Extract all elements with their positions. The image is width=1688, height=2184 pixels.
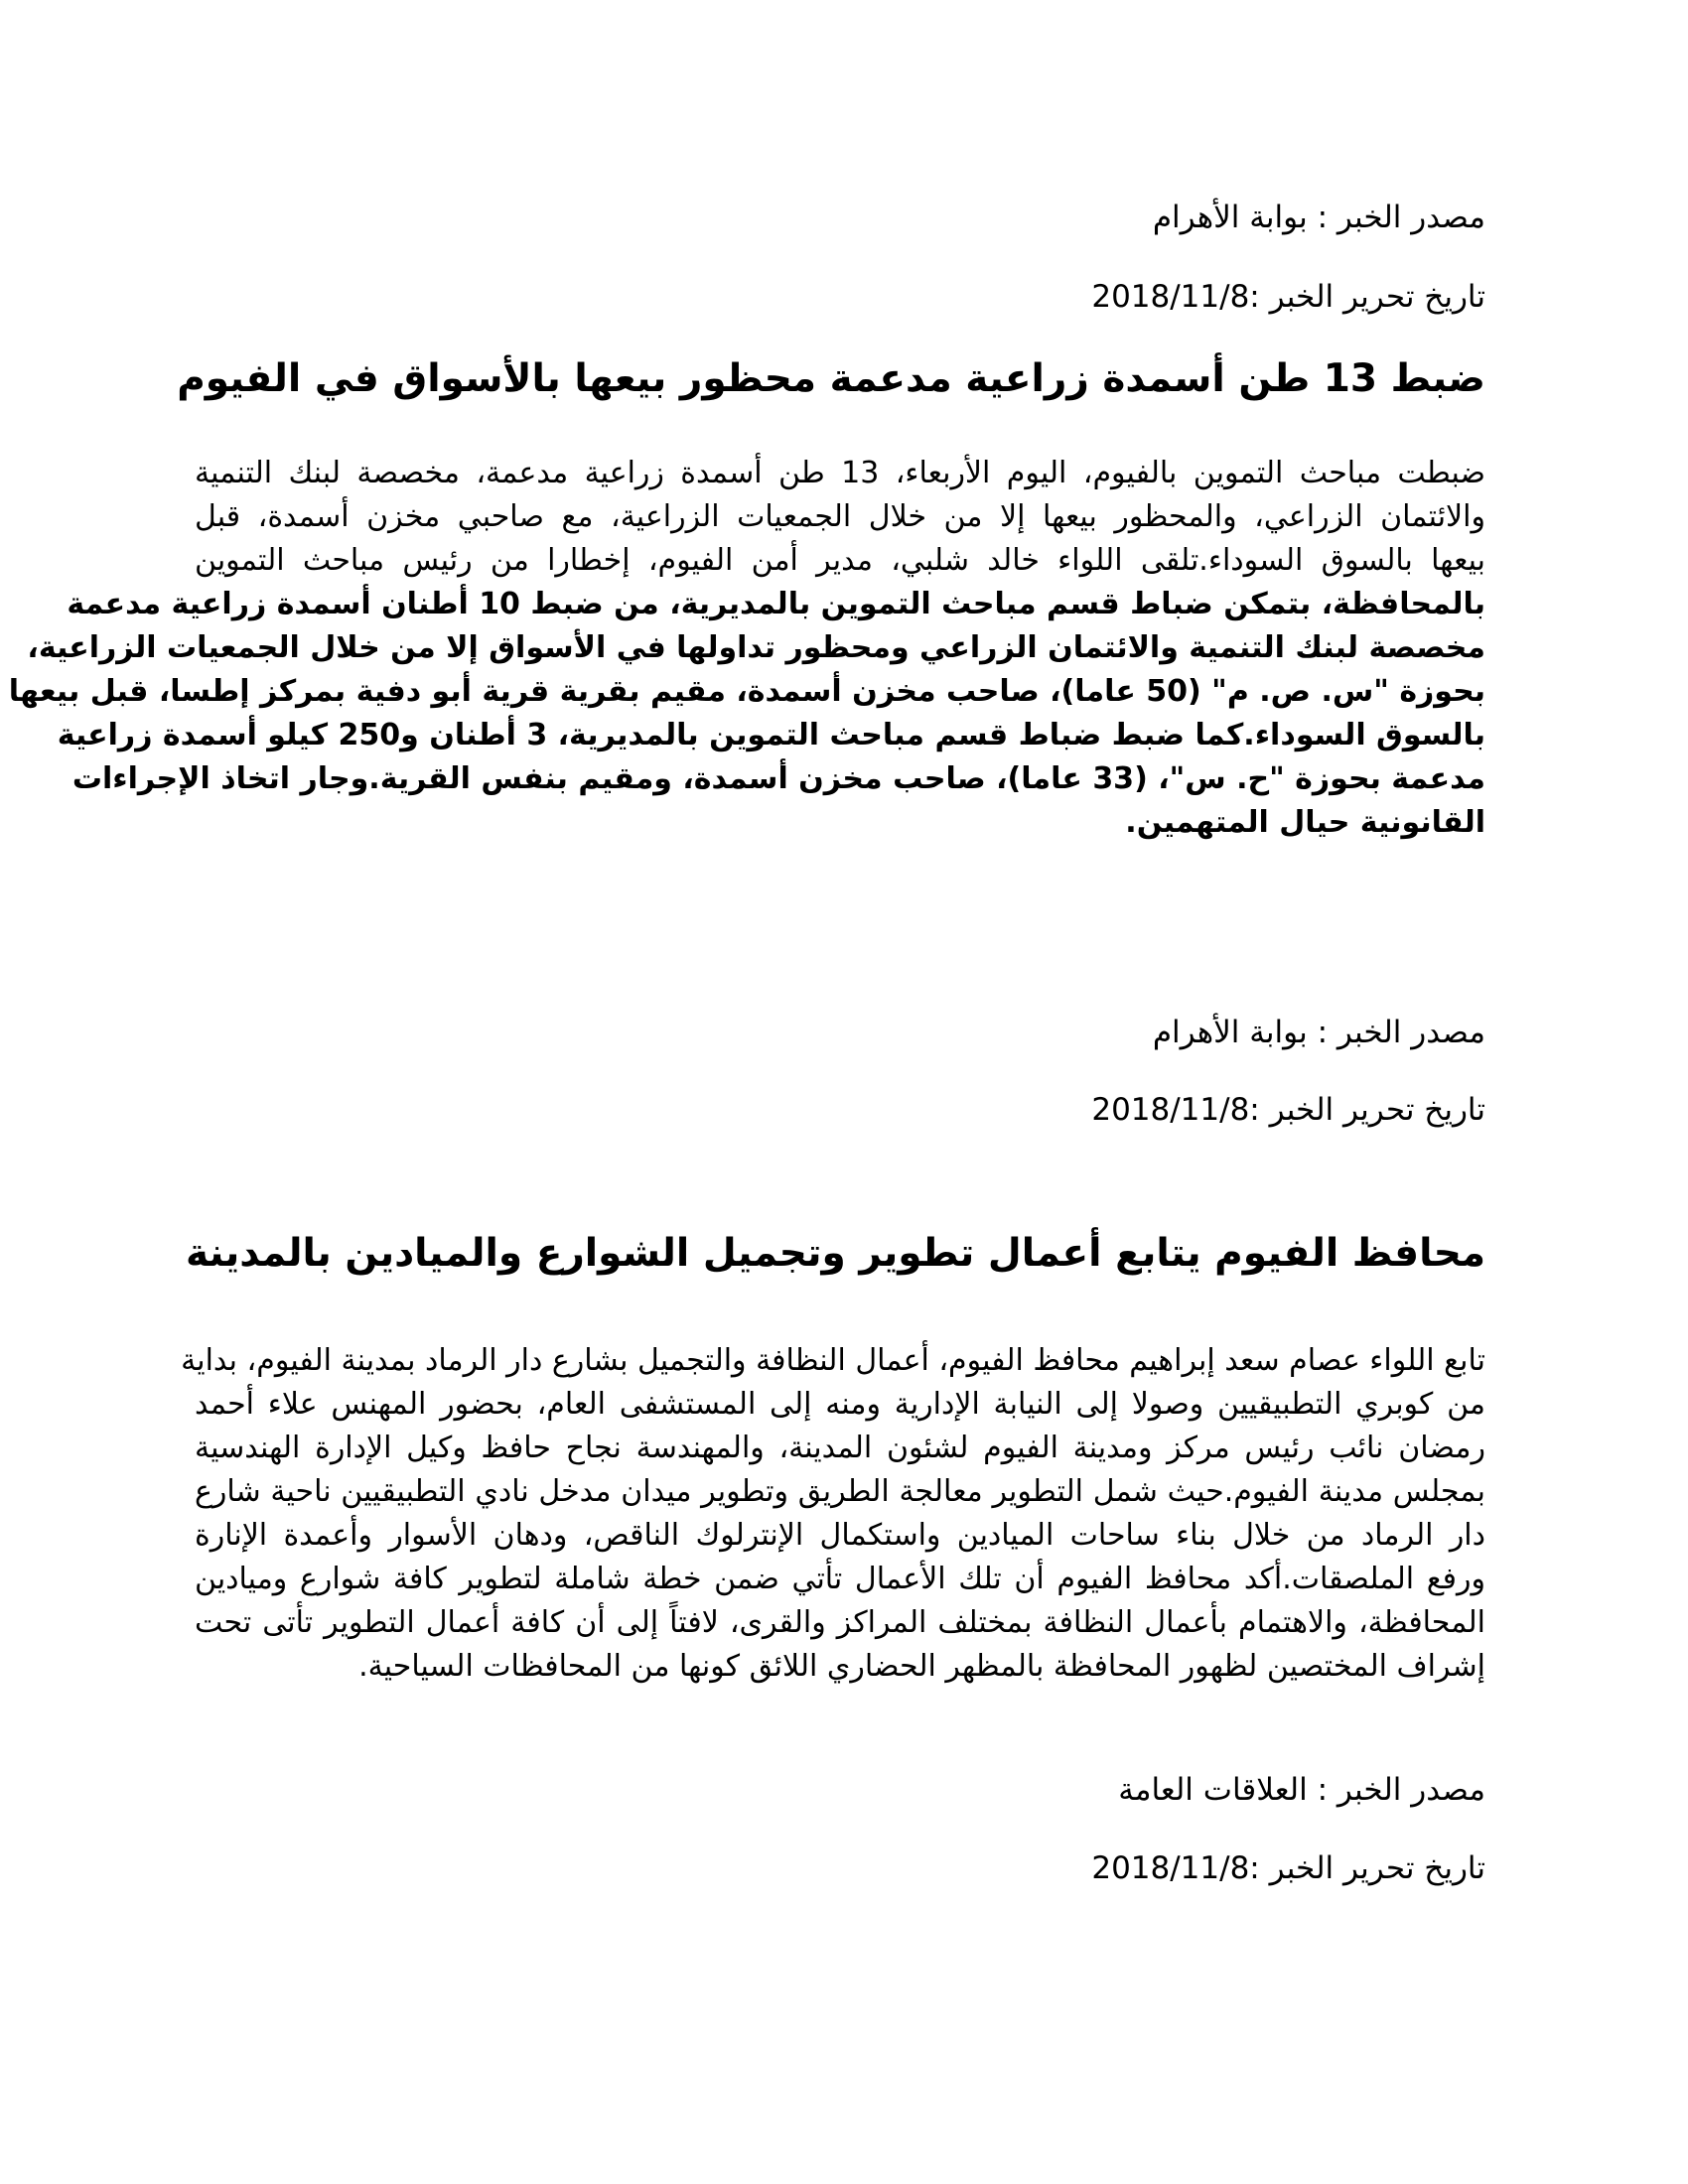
article-1-body-line: بالسوق السوداء.كما ضبط ضباط قسم مباحث التموين بالمديرية، 3 أطنان و250 كيلو أسمدة زراعية [57,718,1485,752]
document-page [8,0,1486,2184]
article-2-title: محافظ الفيوم يتابع أعمال تطوير وتجميل الشوارع والميادين بالمدينة [186,1231,1485,1276]
article-2-body-line: تابع اللواء عصام سعد إبراهيم محافظ الفيوم، أعمال النظافة والتجميل بشارع دار الرماد بمدينة الفيوم، بداية [181,1343,1485,1378]
article-1-body-line: القانونية حيال المتهمين. [1125,805,1485,840]
article-1-title: ضبط 13 طن أسمدة زراعية مدعمة محظور بيعها بالأسواق في الفيوم [177,356,1485,401]
article-1-body-line: ضبطت مباحث التموين بالفيوم، اليوم الأربعاء، 13 طن أسمدة زراعية مدعمة، مخصصة لبنك التنمية [195,456,1486,490]
article-1-body-line: بيعها بالسوق السوداء.تلقى اللواء خالد شلبي، مدير أمن الفيوم، إخطارا من رئيس مباحث التموين [195,543,1485,578]
article-3-date: تاريخ تحرير الخبر :2018/11/8 [1091,1850,1485,1886]
article-2-body-line: دار الرماد من خلال بناء ساحات الميادين واستكمال الإنترلوك الناقص، ودهان الأسوار وأعمدة الإنارة [195,1518,1485,1553]
article-1-body-line: والائتمان الزراعي، والمحظور بيعها إلا من خلال الجمعيات الزراعية، مع صاحبي مخزن أسمدة، قبل [195,499,1485,534]
article-3-source: مصدر الخبر : العلاقات العامة [1118,1772,1485,1808]
article-2-date: تاريخ تحرير الخبر :2018/11/8 [1091,1092,1485,1128]
article-2-body-line: المحافظة، والاهتمام بأعمال النظافة بمختلف المراكز والقرى، لافتاً إلى أن كافة أعمال التطوير تأتى تحت [195,1605,1485,1640]
article-1-body-line: مدعمة بحوزة "ح. س"، (33 عاما)، صاحب مخزن أسمدة، ومقيم بنفس القرية.وجار اتخاذ الإجراءات [71,761,1485,796]
article-1-body-line: بحوزة "س. ص. م" (50 عاما)، صاحب مخزن أسمدة، مقيم بقرية قرية أبو دفية بمركز إطسا، قبل بيعها [8,674,1485,709]
article-2-body-line: رمضان نائب رئيس مركز ومدينة الفيوم لشئون المدينة، والمهندسة نجاح حافظ وكيل الإدارة الهندسية [195,1431,1485,1465]
article-1-body-line: مخصصة لبنك التنمية والائتمان الزراعي ومحظور تداولها في الأسواق إلا من خلال الجمعيات الزراعية، [27,630,1485,665]
article-1-body-line: بالمحافظة، بتمكن ضباط قسم مباحث التموين بالمديرية، من ضبط 10 أطنان أسمدة زراعية مدعمة [67,587,1485,621]
article-2-body-line: إشراف المختصين لظهور المحافظة بالمظهر الحضاري اللائق كونها من المحافظات السياحية. [358,1649,1485,1684]
article-2-body-line: ورفع الملصقات.أكد محافظ الفيوم أن تلك الأعمال تأتي ضمن خطة شاملة لتطوير كافة شوارع وميادين [195,1562,1485,1596]
article-2-body-line: بمجلس مدينة الفيوم.حيث شمل التطوير معالجة الطريق وتطوير ميدان مدخل نادي التطبيقيين ناحية شارع [195,1474,1485,1509]
article-1-source: مصدر الخبر : بوابة الأهرام [1152,200,1485,235]
article-1-date: تاريخ تحرير الخبر :2018/11/8 [1091,279,1485,315]
article-2-source: مصدر الخبر : بوابة الأهرام [1152,1015,1485,1050]
article-2-body-line: من كوبري التطبيقيين وصولا إلى النيابة الإدارية ومنه إلى المستشفى العام، بحضور المهنس علاء أحمد [195,1387,1485,1422]
